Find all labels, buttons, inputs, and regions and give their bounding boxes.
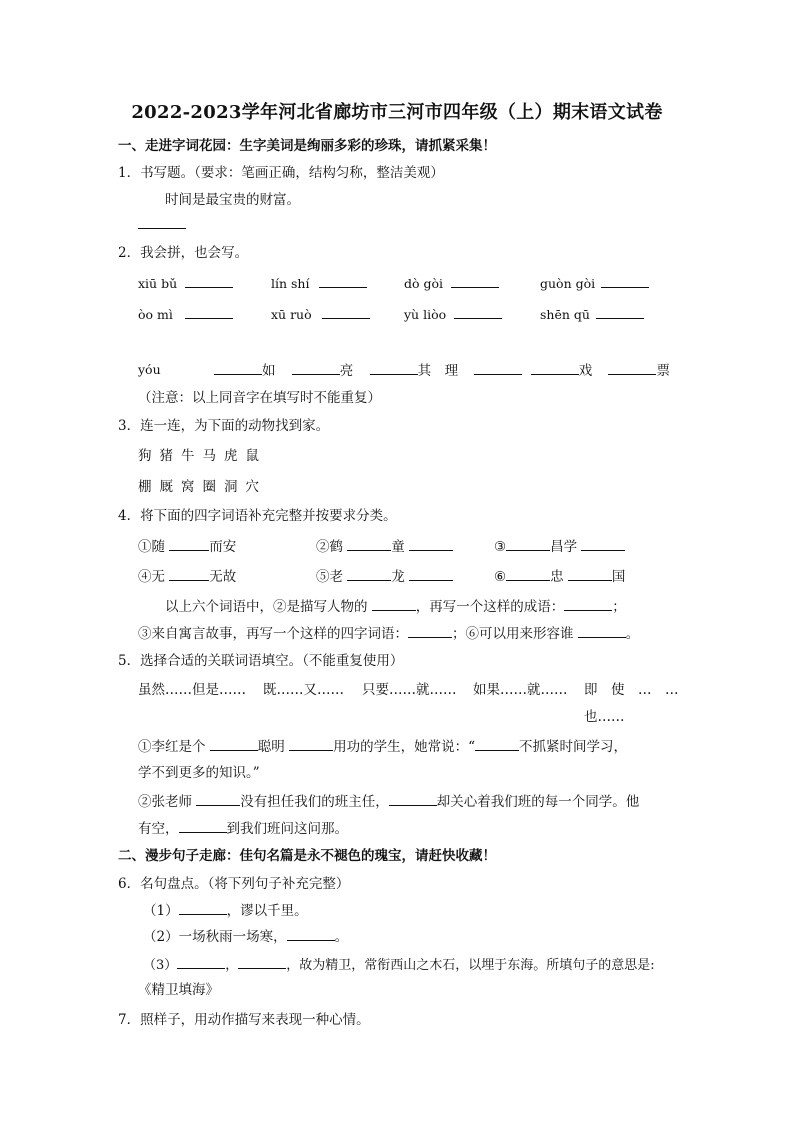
pinyin-text: lín shí <box>271 276 310 291</box>
animal-item[interactable]: 虎 <box>224 448 238 464</box>
answer-blank[interactable] <box>451 273 499 288</box>
home-item[interactable]: 圈 <box>202 479 216 495</box>
answer-blank[interactable] <box>596 304 644 319</box>
text-part: ②张老师 <box>138 794 192 810</box>
idiom-part: ④无 <box>138 569 165 585</box>
text-part: 有空， <box>138 821 179 837</box>
you-word: 亮 <box>339 363 354 379</box>
pinyin-item <box>271 304 370 325</box>
answer-blank[interactable] <box>179 900 227 915</box>
text-part: ，故为精卫，常衔西山之木石，以埋于东海。所填句子的意思是: <box>286 958 655 973</box>
conj-option: 虽然……但是…… <box>138 682 246 698</box>
text-part: （3） <box>143 958 178 973</box>
answer-blank[interactable] <box>210 736 258 751</box>
q4-classify-line-1 <box>165 596 626 617</box>
idiom-item <box>138 566 236 587</box>
idiom-item <box>316 566 453 587</box>
idiom-part: 忠 <box>550 569 564 585</box>
text-part: 以上六个词语中，②是描写人物的 <box>165 599 368 615</box>
answer-blank[interactable] <box>322 304 370 319</box>
idiom-part: 昌学 <box>550 539 578 555</box>
answer-blank[interactable] <box>578 623 626 638</box>
page-title: 2022-2023学年河北省廊坊市三河市四年级（上）期末语文试卷 <box>131 102 663 123</box>
q5-sentence-2-cont <box>138 818 348 839</box>
you-label: yóu <box>138 362 161 377</box>
answer-blank[interactable] <box>289 736 333 751</box>
animal-item[interactable]: 猪 <box>159 448 173 464</box>
you-word: 戏 <box>578 363 593 379</box>
text-part: （1） <box>143 903 179 919</box>
section-1-heading: 一、走进字词花园：生字美词是绚丽多彩的珍珠，请抓紧采集！ <box>118 138 496 154</box>
pinyin-text: òo mì <box>138 307 173 322</box>
idiom-item <box>494 536 625 557</box>
answer-blank[interactable] <box>608 360 656 375</box>
answer-blank[interactable] <box>347 566 391 581</box>
answer-blank[interactable] <box>475 736 519 751</box>
answer-blank[interactable] <box>214 360 262 375</box>
q1-answer-blank[interactable] <box>138 214 186 235</box>
answer-blank[interactable] <box>408 623 452 638</box>
pinyin-item <box>404 273 499 294</box>
home-item[interactable]: 棚 <box>138 479 152 495</box>
answer-blank[interactable] <box>185 304 233 319</box>
conj-option: 只要……就…… <box>362 682 457 698</box>
q4-prompt: 4．将下面的四字词语补充完整并按要求分类。 <box>118 508 397 524</box>
idiom-part: ②鹤 <box>316 539 343 555</box>
you-word: 如 <box>262 363 276 379</box>
q7-prompt: 7．照样子，用动作描写来表现一种心情。 <box>118 1012 370 1028</box>
idiom-item <box>494 566 625 587</box>
answer-blank[interactable] <box>581 536 625 551</box>
text-part: 没有担任我们的班主任， <box>240 794 389 810</box>
answer-blank[interactable] <box>474 360 522 375</box>
homes-row <box>138 477 267 497</box>
q1-sentence: 时间是最宝贵的财富。 <box>165 192 300 208</box>
pinyin-text: xiū bǔ <box>138 276 178 291</box>
text-part: ； <box>612 599 626 615</box>
answer-blank[interactable] <box>370 360 418 375</box>
text-part: ，再写一个这样的成语： <box>415 599 565 615</box>
answer-blank[interactable] <box>564 596 612 611</box>
text-part: 。 <box>625 626 640 642</box>
answer-blank[interactable] <box>506 536 550 551</box>
answer-blank[interactable] <box>179 818 227 833</box>
q2-note: （注意：以上同音字在填写时不能重复） <box>138 390 381 406</box>
q6-line-3-source: 《精卫填海》 <box>138 982 219 998</box>
home-item[interactable]: 厩 <box>159 479 173 495</box>
text-part: ①李红是个 <box>138 739 206 755</box>
answer-blank[interactable] <box>409 566 453 581</box>
text-part: 不抓紧时间学习， <box>519 739 627 755</box>
q6-line-3 <box>143 954 655 976</box>
answer-blank[interactable] <box>347 536 391 551</box>
home-item[interactable]: 穴 <box>245 479 259 495</box>
q1-prompt: 1．书写题。（要求：笔画正确，结构匀称，整洁美观） <box>118 165 444 181</box>
answer-blank[interactable] <box>601 273 649 288</box>
answer-blank[interactable] <box>169 536 209 551</box>
idiom-part: 无故 <box>209 569 237 585</box>
pinyin-item <box>540 304 644 325</box>
pinyin-text: guòn gòi <box>540 276 596 291</box>
conj-option: 既……又…… <box>263 682 344 698</box>
pinyin-text: dò gòi <box>404 276 444 291</box>
text-part: ；⑥可以用来形容谁 <box>452 626 574 642</box>
answer-blank[interactable] <box>238 954 286 969</box>
answer-blank[interactable] <box>185 273 233 288</box>
answer-blank[interactable] <box>177 954 225 969</box>
conj-option: 即 使 … … <box>584 682 679 698</box>
pinyin-item <box>540 273 649 294</box>
text-part: 用功的学生，她常说：“ <box>333 739 475 755</box>
idiom-part: ③ <box>494 539 507 555</box>
home-item[interactable]: 窝 <box>181 479 195 495</box>
answer-blank[interactable] <box>372 596 416 611</box>
idiom-part: 而安 <box>209 539 237 555</box>
answer-blank[interactable] <box>454 304 502 319</box>
answer-blank[interactable] <box>287 926 335 941</box>
answer-blank[interactable] <box>409 536 453 551</box>
text-part: 聪明 <box>257 739 285 755</box>
pinyin-item <box>138 304 233 325</box>
answer-blank[interactable] <box>169 566 209 581</box>
you-word: 其 理 <box>417 363 459 379</box>
conj-option-tail: 也…… <box>584 709 625 725</box>
idiom-part: ⑥ <box>494 569 507 585</box>
animal-item[interactable]: 鼠 <box>245 448 259 464</box>
idiom-part: ①随 <box>138 539 165 555</box>
q3-prompt: 3．连一连，为下面的动物找到家。 <box>118 418 330 434</box>
answer-blank[interactable] <box>292 360 340 375</box>
idiom-part: 龙 <box>391 569 405 585</box>
answer-blank[interactable] <box>506 566 550 581</box>
home-item[interactable]: 洞 <box>224 479 238 495</box>
q6-line-2 <box>143 926 348 947</box>
animal-item[interactable]: 狗 <box>138 448 152 464</box>
text-part: ③来自寓言故事，再写一个这样的四字词语： <box>138 626 408 642</box>
q4-classify-line-2 <box>138 623 639 644</box>
q5-prompt: 5．选择合适的关联词语填空。（不能重复使用） <box>118 653 404 669</box>
answer-blank[interactable] <box>319 273 367 288</box>
text-part: ， <box>225 958 239 973</box>
text-part: （2）一场秋雨一场寒， <box>143 929 287 945</box>
pinyin-item <box>138 273 233 294</box>
text-part: ，谬以千里。 <box>226 903 308 919</box>
q6-prompt: 6．名句盘点。（将下列句子补充完整） <box>118 876 350 892</box>
pinyin-item <box>404 304 502 325</box>
answer-blank[interactable] <box>568 566 612 581</box>
idiom-part: 童 <box>391 539 405 555</box>
answer-blank[interactable] <box>389 791 437 806</box>
you-row <box>214 360 670 381</box>
idiom-item <box>138 536 236 557</box>
animals-row <box>138 446 267 466</box>
idiom-item <box>316 536 453 557</box>
you-word: 票 <box>656 363 670 379</box>
pinyin-text: xū ruò <box>271 307 312 322</box>
text-part: 到我们班问这问那。 <box>226 821 348 837</box>
q2-prompt: 2．我会拼，也会写。 <box>118 245 249 261</box>
q5-sentence-2 <box>138 791 639 812</box>
q6-line-1 <box>143 900 308 921</box>
text-part: 却关心着我们班的每一个同学。他 <box>436 794 640 810</box>
q5-sentence-1 <box>138 736 627 757</box>
idiom-part: ⑤老 <box>316 569 343 585</box>
answer-blank[interactable] <box>196 791 240 806</box>
pinyin-text: shēn qū <box>540 307 590 322</box>
animal-item[interactable]: 牛 <box>181 448 195 464</box>
q5-sentence-1-cont: 学不到更多的知识。” <box>138 765 260 781</box>
section-2-heading: 二、漫步句子走廊：佳句名篇是永不褪色的瑰宝，请赶快收藏！ <box>118 848 496 864</box>
conj-option: 如果……就…… <box>473 682 568 698</box>
answer-blank[interactable] <box>531 360 579 375</box>
pinyin-item <box>271 273 367 294</box>
text-part: 。 <box>334 929 349 945</box>
pinyin-text: yù liòo <box>404 307 447 322</box>
idiom-part: 国 <box>611 569 626 585</box>
animal-item[interactable]: 马 <box>202 448 216 464</box>
